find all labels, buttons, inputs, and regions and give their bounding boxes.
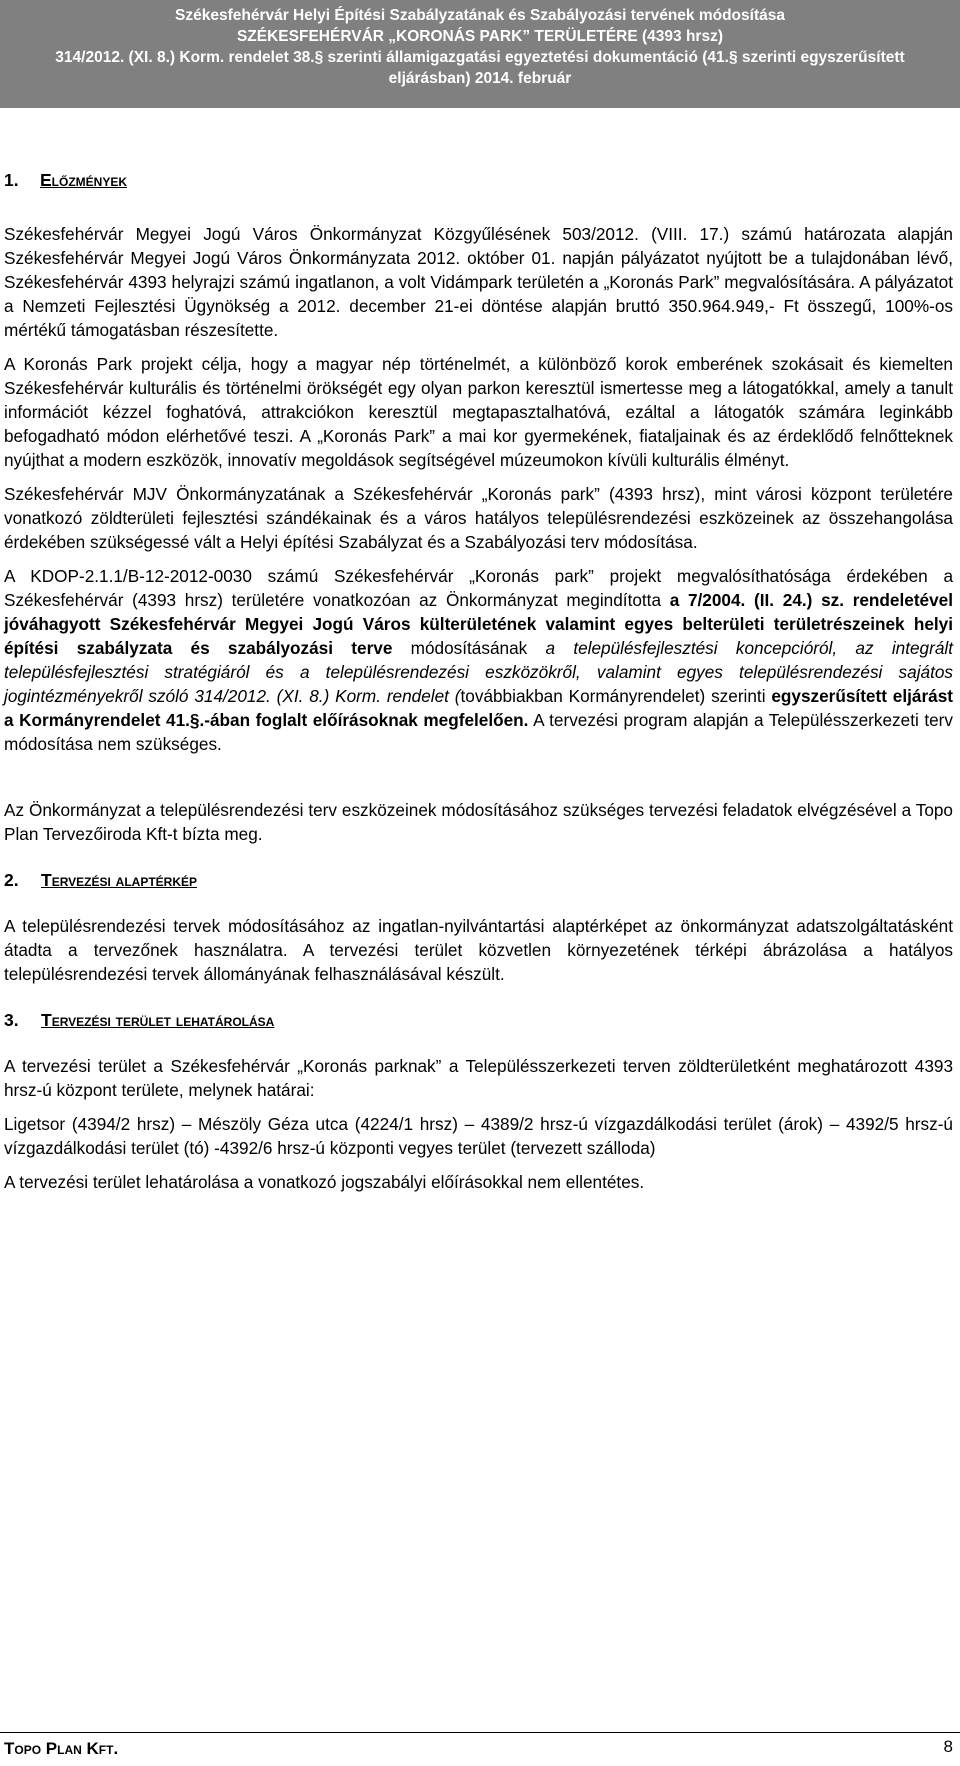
header-line-3: 314/2012. (XI. 8.) Korm. rendelet 38.§ szerinti államigazgatási egyeztetési dokumentáció (41.§ szerinti egyszerűsített bbox=[55, 49, 905, 66]
p4-part-d: a településfejlesztési koncepcióról, az integrált településfejlesztési stratégiáról és a településrendezési eszközökről, valamint egyes településrendezési sajátos jogintézményekről szóló 314/2012. (XI. 8.) Korm. rendelet ( bbox=[4, 638, 953, 706]
p4-part-e: továbbiakban Kormányrendelet) szerinti bbox=[460, 686, 772, 706]
section-3-number: 3. bbox=[4, 1010, 19, 1030]
p4-part-b: a 7/2004. (II. 24.) sz. rendeletével jóváhagyott Székesfehérvár Megyei Jogú Város külterületének valamint egyes belterületi területrészeinek helyi építési szabályzata és szabályozási terve bbox=[4, 590, 954, 658]
section-1-paragraph-2: A Koronás Park projekt célja, hogy a magyar nép történelmét, a különböző korok emberének szokásait és kiemelten Székesfehérvár kulturális és történelmi örökségét egy olyan parkon keresztül ismertesse meg a látogatókkal, amely a tanult információt kézzel foghatóvá, attrakciókon keresztül megtapasztalhatóvá, ezáltal a látogatók számára leginkább befogadható módon elérhetővé teszi. A „Koronás Park” a mai kor gyermekének, fiataljainak és az érdeklődő felnőtteknek nyújthat a modern eszközök, innovatív megoldások segítségével múzeumokon kívüli kulturális élményt. bbox=[4, 354, 953, 470]
section-1-title: Előzmények bbox=[40, 170, 128, 190]
section-3-paragraph-1: A tervezési terület a Székesfehérvár „Koronás parknak” a Településszerkezeti terven zöldterületként meghatározott 4393 hrsz-ú központ területe, melynek határai: bbox=[4, 1056, 953, 1100]
section-1-paragraph-4 bbox=[4, 564, 953, 756]
section-1-paragraph-3: Székesfehérvár MJV Önkormányzatának a Székesfehérvár „Koronás park” (4393 hrsz), mint városi központ területére vonatkozó zöldterületi fejlesztési szándékainak és a város hatályos településrendezési eszközeinek az összehangolása érdekében szükségessé vált a Helyi építési Szabályzat és a Szabályozási terv módosítása. bbox=[4, 484, 953, 552]
section-3-paragraph-2: Ligetsor (4394/2 hrsz) – Mészöly Géza utca (4224/1 hrsz) – 4389/2 hrsz-ú vízgazdálkodási terület (árok) – 4392/5 hrsz-ú vízgazdálkodási terület (tó) -4392/6 hrsz-ú központi vegyes terület (tervezett szálloda) bbox=[4, 1114, 953, 1158]
document-body bbox=[0, 168, 960, 1194]
section-1-paragraph-5: Az Önkormányzat a településrendezési terv eszközeinek módosításához szükséges tervezési feladatok elvégzésével a Topo Plan Tervezőiroda Kft-t bízta meg. bbox=[4, 800, 953, 844]
footer-company: Topo Plan Kft. bbox=[4, 1739, 119, 1758]
section-2-title: Tervezési alaptérkép bbox=[41, 870, 198, 890]
p4-part-f: egyszerűsített eljárást a Kormányrendelet 41.§.-ában foglalt előírásoknak megfelelően. bbox=[4, 686, 953, 730]
section-2-heading bbox=[4, 868, 953, 892]
p4-part-a: A KDOP-2.1.1/B-12-2012-0030 számú Székesfehérvár „Koronás park” projekt megvalósíthatósága érdekében a Székesfehérvár (4393 hrsz) területére vonatkozóan az Önkormányzat megindította bbox=[4, 566, 953, 610]
section-1-heading bbox=[4, 168, 953, 192]
header-line-2: SZÉKESFEHÉRVÁR „KORONÁS PARK” TERÜLETÉRE (4393 hrsz) bbox=[236, 28, 724, 45]
header-line-1: Székesfehérvár Helyi Építési Szabályzatának és Szabályozási tervének módosítása bbox=[175, 7, 785, 24]
section-1-paragraph-1: Székesfehérvár Megyei Jogú Város Önkormányzat Közgyűlésének 503/2012. (VIII. 17.) számú határozata alapján Székesfehérvár Megyei Jogú Város Önkormányzata 2012. október 01. napján pályázatot nyújtott be a tulajdonában lévő, Székesfehérvár 4393 helyrajzi számú ingatlanon, a volt Vidámpark területén a „Koronás Park” megvalósítására. A pályázatot a Nemzeti Fejlesztési Ügynökség a 2012. december 21-ei döntése alapján bruttó 350.964.949,- Ft összegű, 100%-os mértékű támogatásban részesítette. bbox=[4, 224, 953, 340]
header-line-4: eljárásban) 2014. február bbox=[388, 70, 572, 87]
section-3-paragraph-3: A tervezési terület lehatárolása a vonatkozó jogszabályi előírásokkal nem ellentétes. bbox=[4, 1172, 645, 1192]
page-footer bbox=[0, 1732, 960, 1766]
section-3-title: Tervezési terület lehatárolása bbox=[41, 1010, 275, 1030]
page-header bbox=[0, 0, 960, 108]
page-number: 8 bbox=[943, 1737, 953, 1756]
section-3-heading bbox=[4, 1008, 953, 1032]
p4-part-g: A tervezési program alapján a Településszerkezeti terv módosítása nem szükséges. bbox=[4, 710, 953, 754]
section-2-number: 2. bbox=[4, 870, 19, 890]
section-1-number: 1. bbox=[4, 170, 19, 190]
section-2-paragraph-1: A településrendezési tervek módosításához az ingatlan-nyilvántartási alaptérképet az önkormányzat adatszolgáltatásként átadta a tervezőnek használatra. A tervezési terület közvetlen környezetének térképi ábrázolása a hatályos településrendezési tervek állományának felhasználásával készült. bbox=[4, 916, 953, 984]
p4-part-c: módosításának bbox=[392, 638, 546, 658]
